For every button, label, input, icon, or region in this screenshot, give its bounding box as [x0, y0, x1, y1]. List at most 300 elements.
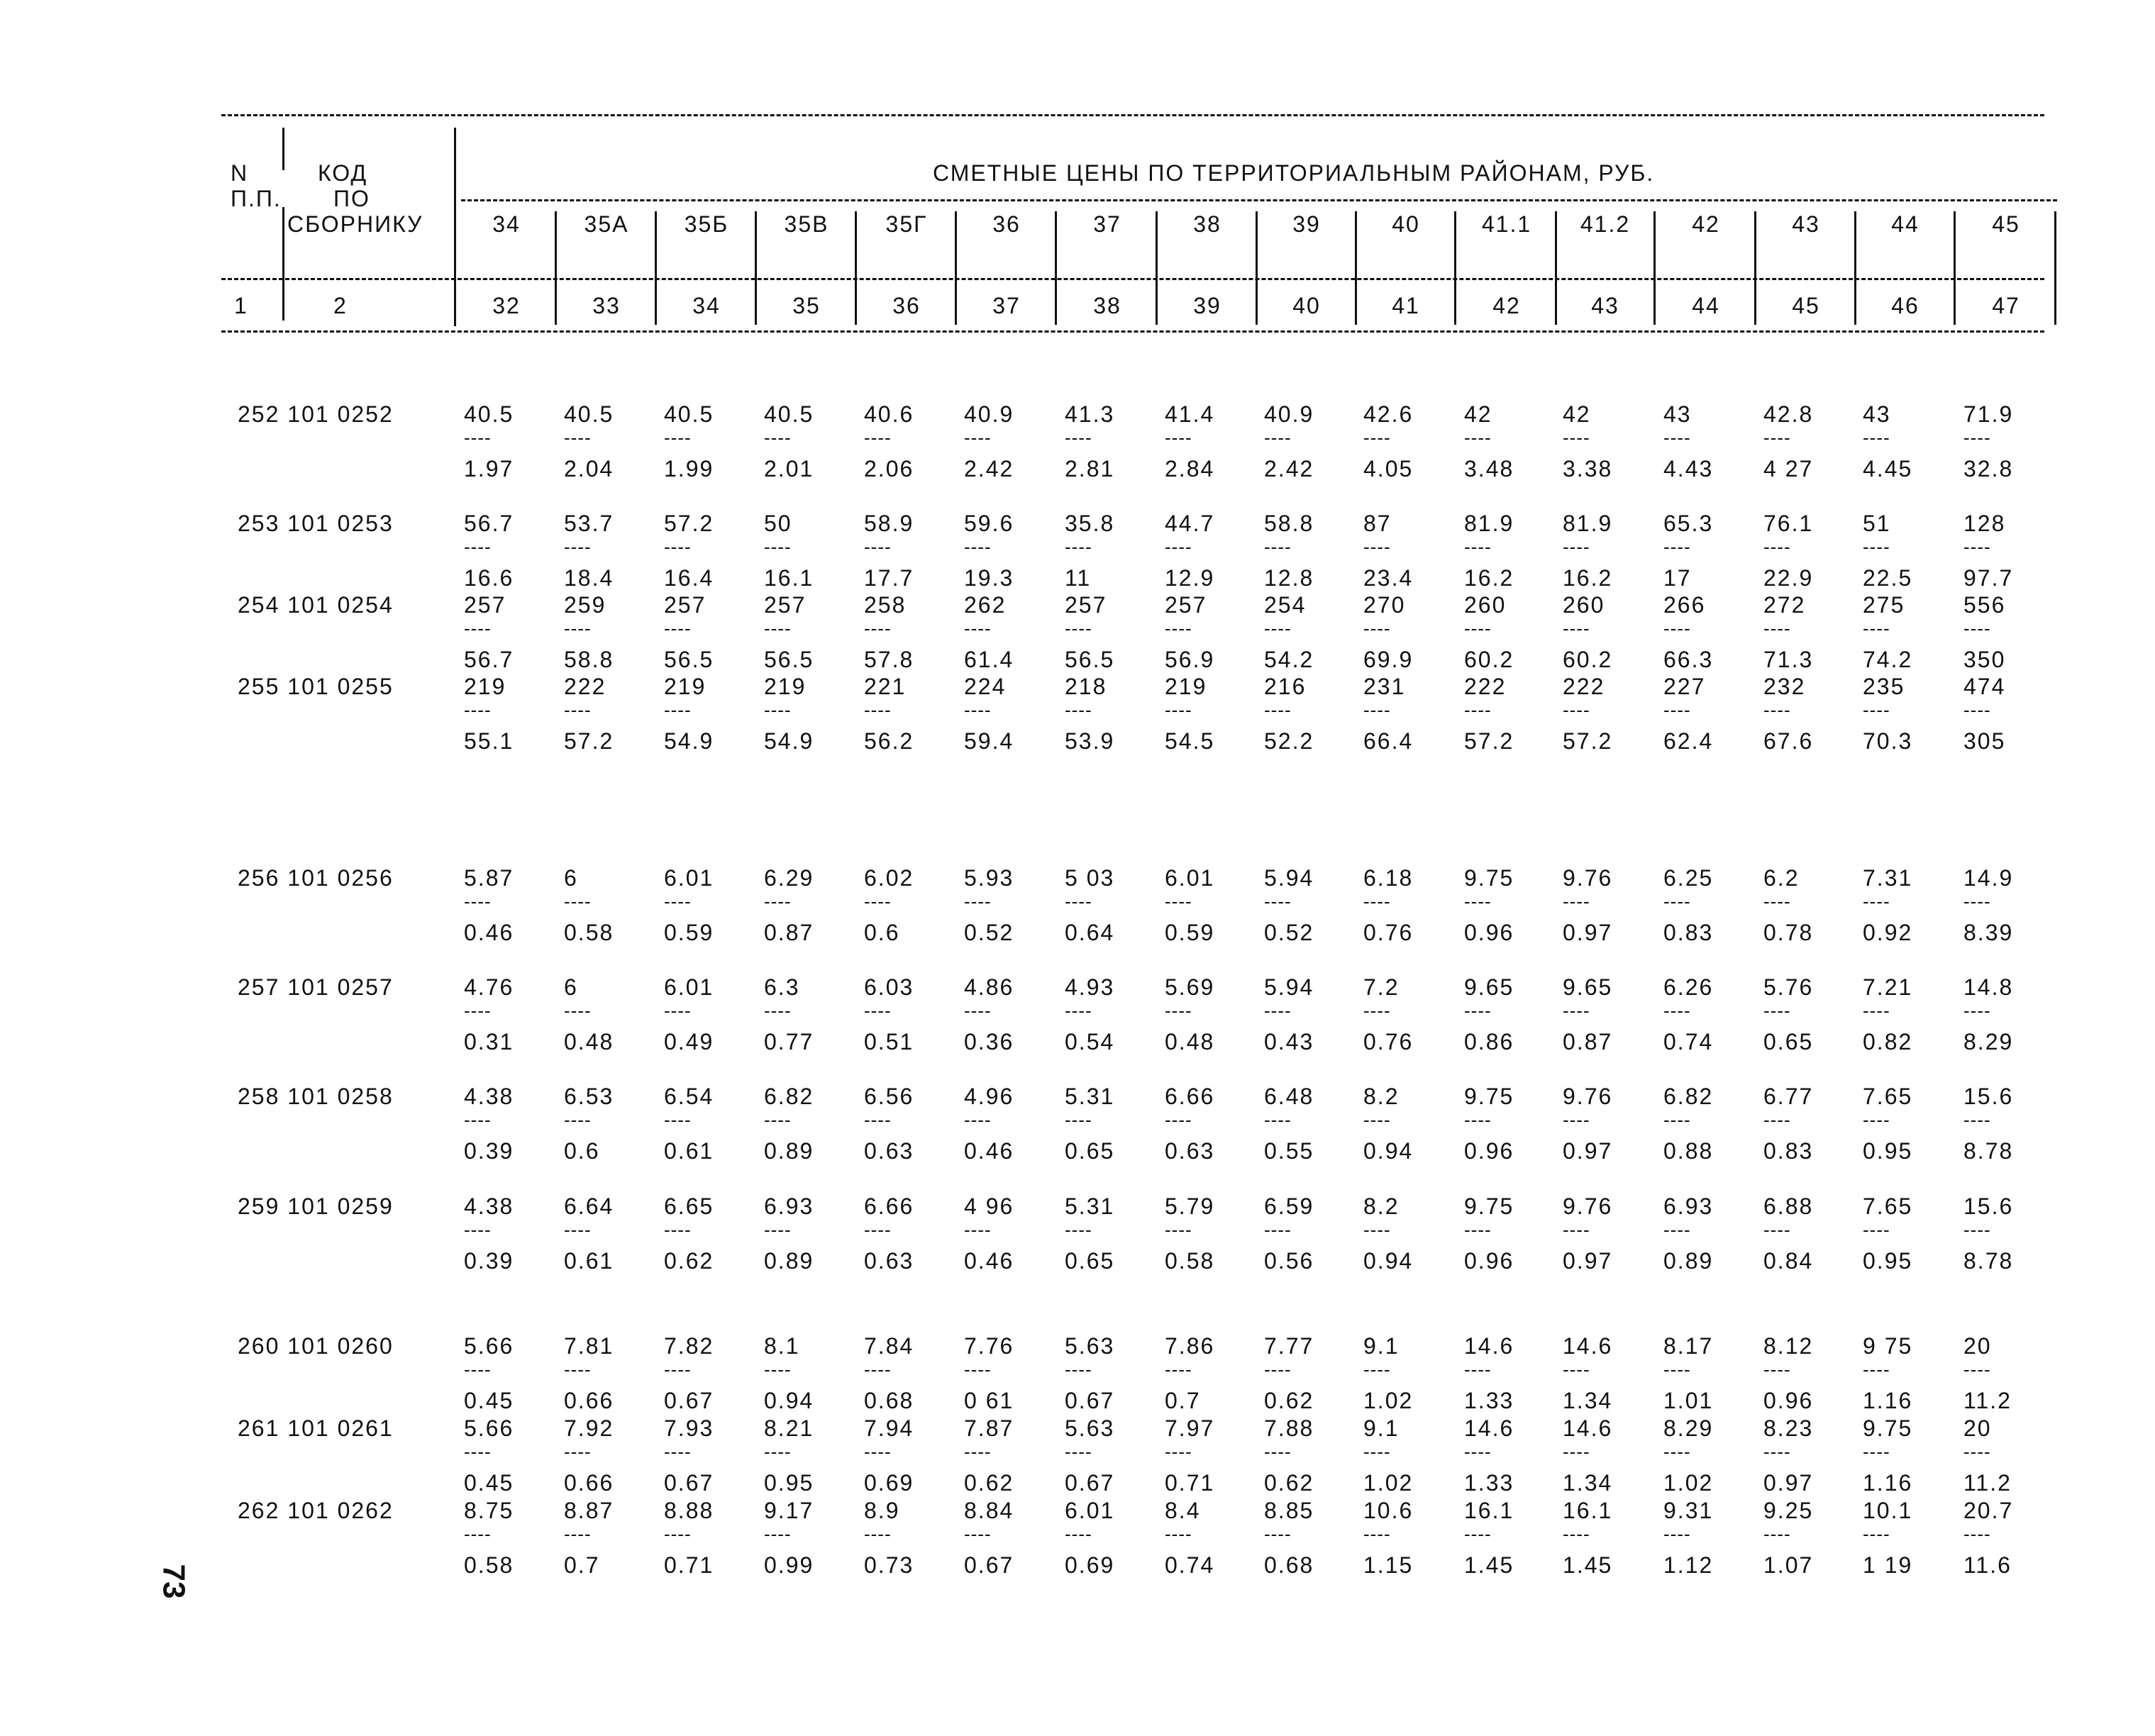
price-value-top: 6.26: [1663, 974, 1714, 1000]
fraction-separator: ----: [1264, 1523, 1292, 1545]
fraction-separator: ----: [964, 1109, 992, 1130]
fraction-separator: ----: [864, 1109, 892, 1130]
fraction-separator: ----: [564, 1441, 592, 1462]
fraction-separator: ----: [564, 618, 592, 639]
price-value-top: 7.31: [1863, 865, 1913, 891]
fraction-separator: ----: [564, 1523, 592, 1545]
price-value-top: 16.1: [1563, 1498, 1613, 1523]
fraction-separator: ----: [1065, 1359, 1092, 1380]
price-value-top: 44.7: [1165, 511, 1215, 536]
price-value-bottom: 0.69: [1065, 1552, 1115, 1578]
price-value-bottom: 16.2: [1464, 565, 1514, 591]
price-value-top: 51: [1863, 511, 1891, 536]
price-value-bottom: 1.34: [1563, 1388, 1613, 1413]
price-value-bottom: 0.74: [1165, 1552, 1215, 1578]
price-value-bottom: 71.3: [1763, 647, 1814, 672]
price-value-top: 6.29: [764, 865, 814, 891]
price-value-bottom: 16.1: [764, 565, 814, 591]
fraction-separator: ----: [864, 891, 892, 912]
price-value-bottom: 0.6: [564, 1138, 600, 1164]
header-top-rule: [221, 114, 2044, 116]
price-value-bottom: 2.04: [564, 456, 614, 482]
fraction-separator: ----: [1863, 1523, 1890, 1545]
price-value-top: 227: [1663, 674, 1706, 699]
fraction-separator: ----: [1863, 1000, 1890, 1021]
price-value-top: 6.93: [1663, 1194, 1714, 1219]
price-value-bottom: 0.67: [1065, 1470, 1115, 1496]
price-value-top: 259: [564, 592, 606, 618]
fraction-separator: ----: [1763, 1441, 1791, 1462]
district-label: 35А: [584, 211, 629, 237]
price-value-top: 8.2: [1363, 1084, 1400, 1109]
price-value-bottom: 0.83: [1763, 1138, 1814, 1164]
price-value-top: 8.4: [1165, 1498, 1201, 1523]
price-value-bottom: 1.12: [1663, 1552, 1714, 1578]
price-value-top: 9.1: [1363, 1415, 1400, 1441]
fraction-separator: ----: [964, 536, 992, 557]
price-value-bottom: 57.2: [1563, 728, 1613, 754]
price-value-top: 8.2: [1363, 1194, 1400, 1219]
price-value-bottom: 0.99: [764, 1552, 814, 1578]
district-label: 41.1: [1481, 211, 1532, 237]
price-value-top: 128: [1963, 511, 2006, 536]
fraction-separator: ----: [864, 427, 892, 448]
fraction-separator: ----: [1363, 1441, 1391, 1462]
price-value-top: 219: [664, 674, 707, 699]
price-value-top: 81.9: [1563, 511, 1613, 536]
price-value-bottom: 0.36: [964, 1029, 1014, 1055]
fraction-separator: ----: [1464, 1000, 1492, 1021]
price-value-top: 6.59: [1264, 1194, 1314, 1219]
fraction-separator: ----: [1963, 1441, 1991, 1462]
price-value-top: 222: [564, 674, 606, 699]
fraction-separator: ----: [664, 1441, 692, 1462]
price-value-bottom: 60.2: [1464, 647, 1514, 672]
price-value-bottom: 0.46: [964, 1138, 1014, 1164]
fraction-separator: ----: [1963, 1359, 1991, 1380]
price-value-top: 7.82: [664, 1333, 714, 1359]
price-value-bottom: 16.2: [1563, 565, 1613, 591]
price-value-top: 4.93: [1065, 974, 1115, 1000]
price-value-top: 6.01: [664, 974, 714, 1000]
fraction-separator: ----: [1663, 1523, 1691, 1545]
price-value-top: 7.86: [1165, 1333, 1215, 1359]
header-n: N: [231, 160, 249, 186]
price-value-top: 7.94: [864, 1415, 914, 1441]
price-value-top: 14.6: [1464, 1415, 1514, 1441]
price-value-bottom: 0.56: [1264, 1248, 1314, 1274]
fraction-separator: ----: [664, 1000, 692, 1021]
fraction-separator: ----: [1464, 1359, 1492, 1380]
price-value-top: 5 03: [1065, 865, 1115, 891]
price-value-top: 6.93: [764, 1194, 814, 1219]
price-value-bottom: 54.5: [1165, 728, 1215, 754]
price-value-bottom: 17.7: [864, 565, 914, 591]
price-value-top: 9.17: [764, 1498, 814, 1523]
fraction-separator: ----: [1264, 1109, 1292, 1130]
colnum-label: 40: [1292, 293, 1321, 318]
fraction-separator: ----: [1165, 1359, 1192, 1380]
fraction-separator: ----: [1065, 618, 1092, 639]
colnum-label: 46: [1891, 293, 1919, 318]
price-value-bottom: 0.62: [1264, 1470, 1314, 1496]
fraction-separator: ----: [1863, 427, 1890, 448]
fraction-separator: ----: [1363, 618, 1391, 639]
price-value-top: 8.29: [1663, 1415, 1714, 1441]
fraction-separator: ----: [1863, 1109, 1890, 1130]
fraction-separator: ----: [1363, 1523, 1391, 1545]
fraction-separator: ----: [1264, 536, 1292, 557]
price-value-bottom: 0.89: [764, 1138, 814, 1164]
fraction-separator: ----: [1065, 536, 1092, 557]
price-value-bottom: 4.05: [1363, 456, 1414, 482]
price-value-top: 4.76: [464, 974, 514, 1000]
price-value-bottom: 1.02: [1363, 1388, 1414, 1413]
price-value-top: 7.77: [1264, 1333, 1314, 1359]
price-value-top: 6.66: [1165, 1084, 1215, 1109]
price-value-top: 219: [764, 674, 807, 699]
price-value-top: 262: [964, 592, 1007, 618]
price-value-top: 8.75: [464, 1498, 514, 1523]
fraction-separator: ----: [564, 1359, 592, 1380]
price-value-top: 5.87: [464, 865, 514, 891]
colnum-label: 2: [333, 293, 348, 318]
header-column-divider: [2054, 211, 2056, 325]
price-value-top: 9.76: [1563, 865, 1613, 891]
fraction-separator: ----: [1363, 1359, 1391, 1380]
price-value-bottom: 0.84: [1763, 1248, 1814, 1274]
fraction-separator: ----: [1963, 1219, 1991, 1240]
price-value-top: 50: [764, 511, 792, 536]
price-value-top: 20.7: [1963, 1498, 2014, 1523]
price-value-bottom: 0.45: [464, 1388, 514, 1413]
header-column-divider: [1454, 211, 1456, 325]
price-value-bottom: 0.63: [864, 1138, 914, 1164]
price-value-top: 14.8: [1963, 974, 2014, 1000]
price-value-top: 41.3: [1065, 401, 1115, 427]
header-column-divider: [955, 211, 957, 325]
fraction-separator: ----: [564, 536, 592, 557]
price-value-bottom: 0.63: [1165, 1138, 1215, 1164]
fraction-separator: ----: [1663, 1219, 1691, 1240]
price-value-bottom: 0.66: [564, 1388, 614, 1413]
price-value-top: 7.93: [664, 1415, 714, 1441]
price-value-bottom: 8.39: [1963, 920, 2014, 945]
fraction-separator: ----: [1165, 1109, 1192, 1130]
price-value-top: 9.25: [1763, 1498, 1814, 1523]
fraction-separator: ----: [564, 427, 592, 448]
price-value-bottom: 0.62: [1264, 1388, 1314, 1413]
fraction-separator: ----: [964, 1219, 992, 1240]
price-value-top: 5.94: [1264, 865, 1314, 891]
fraction-separator: ----: [1165, 618, 1192, 639]
fraction-separator: ----: [1763, 1523, 1791, 1545]
price-value-top: 257: [464, 592, 506, 618]
colnum-label: 37: [992, 293, 1021, 318]
price-value-bottom: 58.8: [564, 647, 614, 672]
fraction-separator: ----: [1264, 618, 1292, 639]
fraction-separator: ----: [564, 1219, 592, 1240]
fraction-separator: ----: [1663, 536, 1691, 557]
row-code: 258 101 0258: [238, 1084, 394, 1109]
fraction-separator: ----: [1863, 891, 1890, 912]
price-value-top: 7.88: [1264, 1415, 1314, 1441]
price-value-top: 65.3: [1663, 511, 1714, 536]
fraction-separator: ----: [1963, 618, 1991, 639]
fraction-separator: ----: [564, 1000, 592, 1021]
price-value-bottom: 1.01: [1663, 1388, 1714, 1413]
price-value-bottom: 0.94: [764, 1388, 814, 1413]
price-value-top: 219: [464, 674, 506, 699]
row-code: 254 101 0254: [238, 592, 394, 618]
price-value-top: 43: [1863, 401, 1891, 427]
price-value-top: 5.31: [1065, 1084, 1115, 1109]
price-value-bottom: 0.39: [464, 1248, 514, 1274]
colnum-label: 36: [892, 293, 921, 318]
fraction-separator: ----: [1963, 536, 1991, 557]
fraction-separator: ----: [1165, 891, 1192, 912]
fraction-separator: ----: [1363, 1109, 1391, 1130]
price-value-top: 6.25: [1663, 865, 1714, 891]
price-value-bottom: 1.07: [1763, 1552, 1814, 1578]
fraction-separator: ----: [1563, 1523, 1590, 1545]
price-value-bottom: 8.29: [1963, 1029, 2014, 1055]
row-code: 253 101 0253: [238, 511, 394, 536]
colnum-label: 45: [1792, 293, 1820, 318]
header-column-divider: [1156, 211, 1158, 325]
price-value-bottom: 0.64: [1065, 920, 1115, 945]
price-value-top: 6.54: [664, 1084, 714, 1109]
price-value-bottom: 0.97: [1563, 920, 1613, 945]
fraction-separator: ----: [1464, 1523, 1492, 1545]
fraction-separator: ----: [864, 699, 892, 720]
row-code: 256 101 0256: [238, 865, 394, 891]
price-value-top: 219: [1165, 674, 1207, 699]
price-value-top: 43: [1663, 401, 1692, 427]
price-value-bottom: 0 61: [964, 1388, 1014, 1413]
price-value-bottom: 32.8: [1963, 456, 2014, 482]
district-label: 35Б: [684, 211, 729, 237]
price-value-bottom: 67.6: [1763, 728, 1814, 754]
page-number: 73: [156, 1564, 192, 1599]
price-value-top: 57.2: [664, 511, 714, 536]
price-value-bottom: 0.94: [1363, 1248, 1414, 1274]
price-value-bottom: 97.7: [1963, 565, 2014, 591]
price-value-bottom: 0.6: [864, 920, 900, 945]
fraction-separator: ----: [1563, 536, 1590, 557]
fraction-separator: ----: [1065, 891, 1092, 912]
district-label: 45: [1992, 211, 2020, 237]
price-value-top: 7.76: [964, 1333, 1014, 1359]
fraction-separator: ----: [1464, 699, 1492, 720]
price-value-top: 6.77: [1763, 1084, 1814, 1109]
price-value-top: 5.63: [1065, 1333, 1115, 1359]
price-value-top: 71.9: [1963, 401, 2014, 427]
colnum-label: 35: [792, 293, 821, 318]
price-value-top: 5.76: [1763, 974, 1814, 1000]
price-value-bottom: 57.2: [564, 728, 614, 754]
fraction-separator: ----: [764, 1359, 792, 1380]
price-value-top: 8.23: [1763, 1415, 1814, 1441]
fraction-separator: ----: [1363, 1219, 1391, 1240]
fraction-separator: ----: [664, 427, 692, 448]
fraction-separator: ----: [1663, 1359, 1691, 1380]
price-value-bottom: 0.39: [464, 1138, 514, 1164]
fraction-separator: ----: [764, 891, 792, 912]
price-value-top: 40.6: [864, 401, 914, 427]
price-value-top: 7.87: [964, 1415, 1014, 1441]
fraction-separator: ----: [1165, 536, 1192, 557]
price-value-bottom: 0.31: [464, 1029, 514, 1055]
price-value-bottom: 0.52: [964, 920, 1014, 945]
fraction-separator: ----: [764, 536, 792, 557]
price-value-bottom: 0.96: [1464, 1138, 1514, 1164]
price-value-bottom: 0.97: [1763, 1470, 1814, 1496]
fraction-separator: ----: [864, 1523, 892, 1545]
price-value-top: 53.7: [564, 511, 614, 536]
price-value-bottom: 16.6: [464, 565, 514, 591]
price-value-bottom: 2.81: [1065, 456, 1115, 482]
price-value-bottom: 0.68: [864, 1388, 914, 1413]
district-label: 35Г: [885, 211, 928, 237]
fraction-separator: ----: [1863, 1359, 1890, 1380]
price-value-top: 6.88: [1763, 1194, 1814, 1219]
price-value-top: 8.12: [1763, 1333, 1814, 1359]
price-value-top: 4 96: [964, 1194, 1014, 1219]
price-value-bottom: 53.9: [1065, 728, 1115, 754]
price-value-bottom: 0.95: [764, 1470, 814, 1496]
fraction-separator: ----: [1264, 1441, 1292, 1462]
row-code: 252 101 0252: [238, 401, 394, 427]
fraction-separator: ----: [1863, 536, 1890, 557]
fraction-separator: ----: [1763, 699, 1791, 720]
price-value-bottom: 70.3: [1863, 728, 1913, 754]
fraction-separator: ----: [1763, 427, 1791, 448]
price-value-top: 257: [664, 592, 707, 618]
fraction-separator: ----: [464, 618, 492, 639]
price-value-top: 7.92: [564, 1415, 614, 1441]
price-value-bottom: 23.4: [1363, 565, 1414, 591]
price-value-top: 4.86: [964, 974, 1014, 1000]
price-value-bottom: 0.7: [564, 1552, 600, 1578]
price-value-bottom: 0.65: [1763, 1029, 1814, 1055]
price-value-bottom: 0.62: [664, 1248, 714, 1274]
price-value-bottom: 0.92: [1863, 920, 1913, 945]
header-column-divider: [1653, 211, 1656, 325]
price-value-bottom: 12.9: [1165, 565, 1215, 591]
price-value-bottom: 0.73: [864, 1552, 914, 1578]
fraction-separator: ----: [1863, 699, 1890, 720]
fraction-separator: ----: [1065, 1109, 1092, 1130]
district-label: 38: [1193, 211, 1221, 237]
price-value-bottom: 0.52: [1264, 920, 1314, 945]
price-value-top: 9.75: [1863, 1415, 1913, 1441]
price-value-top: 35.8: [1065, 511, 1115, 536]
price-value-top: 6.48: [1264, 1084, 1314, 1109]
fraction-separator: ----: [464, 1000, 492, 1021]
fraction-separator: ----: [864, 1219, 892, 1240]
price-value-top: 6.2: [1763, 865, 1800, 891]
price-value-bottom: 1.33: [1464, 1470, 1514, 1496]
fraction-separator: ----: [1763, 1000, 1791, 1021]
price-value-bottom: 0.78: [1763, 920, 1814, 945]
price-value-top: 40.5: [764, 401, 814, 427]
price-value-top: 5.69: [1165, 974, 1215, 1000]
price-value-bottom: 0.54: [1065, 1029, 1115, 1055]
fraction-separator: ----: [964, 1523, 992, 1545]
fraction-separator: ----: [1464, 618, 1492, 639]
fraction-separator: ----: [964, 618, 992, 639]
header-column-divider: [1954, 211, 1956, 325]
price-value-bottom: 2.42: [964, 456, 1014, 482]
fraction-separator: ----: [564, 891, 592, 912]
fraction-separator: ----: [1863, 618, 1890, 639]
price-value-top: 5.66: [464, 1415, 514, 1441]
price-value-top: 9.31: [1663, 1498, 1714, 1523]
price-value-bottom: 0.76: [1363, 1029, 1414, 1055]
price-value-top: 5.66: [464, 1333, 514, 1359]
price-value-bottom: 1.97: [464, 456, 514, 482]
price-value-bottom: 66.3: [1663, 647, 1714, 672]
price-value-bottom: 0.67: [664, 1388, 714, 1413]
fraction-separator: ----: [1065, 1523, 1092, 1545]
price-value-bottom: 0.59: [1165, 920, 1215, 945]
price-value-bottom: 1.02: [1363, 1470, 1414, 1496]
fraction-separator: ----: [764, 699, 792, 720]
price-value-bottom: 1 19: [1863, 1552, 1913, 1578]
price-value-bottom: 18.4: [564, 565, 614, 591]
price-value-top: 6.53: [564, 1084, 614, 1109]
price-value-bottom: 305: [1963, 728, 2006, 754]
price-value-top: 8.1: [764, 1333, 800, 1359]
price-value-top: 59.6: [964, 511, 1014, 536]
price-value-bottom: 16.4: [664, 565, 714, 591]
price-value-top: 14.9: [1963, 865, 2014, 891]
fraction-separator: ----: [664, 1219, 692, 1240]
district-label: 39: [1292, 211, 1321, 237]
price-value-bottom: 0.49: [664, 1029, 714, 1055]
fraction-separator: ----: [964, 699, 992, 720]
price-value-top: 6.64: [564, 1194, 614, 1219]
price-value-top: 20: [1963, 1333, 1992, 1359]
price-value-top: 7.65: [1863, 1194, 1913, 1219]
row-code: 259 101 0259: [238, 1194, 394, 1219]
fraction-separator: ----: [464, 536, 492, 557]
colnum-label: 42: [1492, 293, 1521, 318]
fraction-separator: ----: [1464, 1219, 1492, 1240]
header-title: СМЕТНЫЕ ЦЕНЫ ПО ТЕРРИТОРИАЛЬНЫМ РАЙОНАМ, РУБ.: [933, 160, 1655, 186]
price-value-top: 16.1: [1464, 1498, 1514, 1523]
price-value-top: 8.17: [1663, 1333, 1714, 1359]
price-value-top: 87: [1363, 511, 1392, 536]
price-value-bottom: 0.7: [1165, 1388, 1201, 1413]
fraction-separator: ----: [464, 1219, 492, 1240]
price-value-bottom: 56.7: [464, 647, 514, 672]
price-value-bottom: 52.2: [1264, 728, 1314, 754]
price-value-top: 8.84: [964, 1498, 1014, 1523]
price-value-top: 6: [564, 865, 578, 891]
price-value-top: 7.81: [564, 1333, 614, 1359]
price-value-bottom: 0.55: [1264, 1138, 1314, 1164]
colnum-label: 32: [492, 293, 521, 318]
price-value-top: 4.38: [464, 1084, 514, 1109]
header-column-divider: [655, 211, 657, 325]
header-column-divider: [1754, 211, 1756, 325]
price-value-top: 56.7: [464, 511, 514, 536]
price-value-bottom: 11.6: [1963, 1552, 2012, 1578]
header-mid-rule: [221, 278, 2044, 280]
fraction-separator: ----: [1963, 427, 1991, 448]
